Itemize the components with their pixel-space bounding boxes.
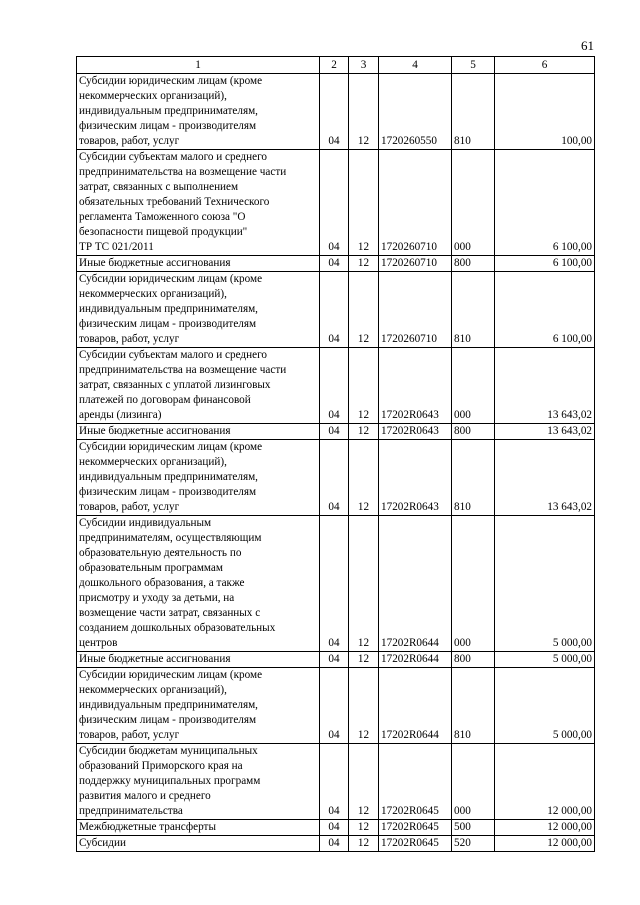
table-row (77, 820, 595, 836)
row-target-article-cell: 17202R0645 (379, 744, 452, 820)
row-target-article-cell: 1720260710 (379, 272, 452, 348)
row-name-cell: Субсидии юридическим лицам (кроме некоммерческих организаций), индивидуальным предпринимателям, физическим лицам - производителям товаров, работ, услуг (77, 74, 320, 150)
header-cell-6: 6 (495, 57, 595, 74)
row-expense-type-cell: 810 (452, 440, 495, 516)
row-amount-cell: 5 000,00 (495, 652, 595, 668)
row-target-article-cell: 1720260710 (379, 150, 452, 256)
row-subsection-cell: 12 (349, 74, 379, 150)
row-subsection-cell: 12 (349, 836, 379, 852)
table-row (77, 744, 595, 820)
row-target-article-cell: 17202R0645 (379, 820, 452, 836)
table-row (77, 424, 595, 440)
row-subsection-cell: 12 (349, 668, 379, 744)
row-section-cell: 04 (320, 820, 349, 836)
row-expense-type-cell: 520 (452, 836, 495, 852)
row-subsection-cell: 12 (349, 348, 379, 424)
row-amount-cell: 5 000,00 (495, 516, 595, 652)
row-amount-cell: 13 643,02 (495, 424, 595, 440)
budget-table (76, 56, 595, 852)
table-row (77, 150, 595, 256)
row-amount-cell: 12 000,00 (495, 820, 595, 836)
table-row (77, 652, 595, 668)
page-number: 61 (581, 38, 594, 53)
row-subsection-cell: 12 (349, 652, 379, 668)
row-section-cell: 04 (320, 516, 349, 652)
row-target-article-cell: 17202R0643 (379, 440, 452, 516)
row-expense-type-cell: 000 (452, 348, 495, 424)
row-section-cell: 04 (320, 256, 349, 272)
table-row (77, 668, 595, 744)
row-expense-type-cell: 800 (452, 256, 495, 272)
row-subsection-cell: 12 (349, 820, 379, 836)
row-name-cell: Субсидии юридическим лицам (кроме некоммерческих организаций), индивидуальным предпринимателям, физическим лицам - производителям товаров, работ, услуг (77, 668, 320, 744)
table-header (77, 57, 595, 74)
row-target-article-cell: 17202R0644 (379, 668, 452, 744)
row-name-cell: Субсидии субъектам малого и среднего предпринимательства на возмещение части затрат, связанных с выполнением обязательных требований Технического регламента Таможенного союза "О безопасности пищевой продукции" ТР ТС 021/2011 (77, 150, 320, 256)
table-row (77, 440, 595, 516)
row-name-cell: Субсидии бюджетам муниципальных образований Приморского края на поддержку муниципальных программ развития малого и среднего предпринимательства (77, 744, 320, 820)
row-amount-cell: 13 643,02 (495, 440, 595, 516)
table-row (77, 348, 595, 424)
row-expense-type-cell: 000 (452, 150, 495, 256)
row-section-cell: 04 (320, 150, 349, 256)
row-amount-cell: 100,00 (495, 74, 595, 150)
row-target-article-cell: 17202R0644 (379, 516, 452, 652)
row-amount-cell: 6 100,00 (495, 150, 595, 256)
row-name-cell: Иные бюджетные ассигнования (77, 256, 320, 272)
row-subsection-cell: 12 (349, 516, 379, 652)
table-row (77, 256, 595, 272)
row-amount-cell: 12 000,00 (495, 836, 595, 852)
row-name-cell: Субсидии (77, 836, 320, 852)
table-row (77, 74, 595, 150)
row-amount-cell: 6 100,00 (495, 256, 595, 272)
row-expense-type-cell: 810 (452, 272, 495, 348)
row-target-article-cell: 1720260550 (379, 74, 452, 150)
table-row (77, 272, 595, 348)
row-subsection-cell: 12 (349, 440, 379, 516)
row-name-cell: Субсидии юридическим лицам (кроме некоммерческих организаций), индивидуальным предпринимателям, физическим лицам - производителям товаров, работ, услуг (77, 440, 320, 516)
row-section-cell: 04 (320, 348, 349, 424)
row-name-cell: Субсидии юридическим лицам (кроме некоммерческих организаций), индивидуальным предпринимателям, физическим лицам - производителям товаров, работ, услуг (77, 272, 320, 348)
row-expense-type-cell: 000 (452, 744, 495, 820)
row-amount-cell: 12 000,00 (495, 744, 595, 820)
row-expense-type-cell: 800 (452, 652, 495, 668)
row-name-cell: Субсидии индивидуальным предпринимателям, осуществляющим образовательную деятельность по образовательным программам дошкольного образования, а также присмотру и уходу за детьми, на возмещение части затрат, связанных с созданием дошкольных образовательных центров (77, 516, 320, 652)
row-subsection-cell: 12 (349, 256, 379, 272)
header-cell-1: 1 (77, 57, 320, 74)
row-name-cell: Иные бюджетные ассигнования (77, 652, 320, 668)
row-name-cell: Межбюджетные трансферты (77, 820, 320, 836)
row-amount-cell: 6 100,00 (495, 272, 595, 348)
header-row (77, 57, 595, 74)
row-expense-type-cell: 810 (452, 668, 495, 744)
row-expense-type-cell: 810 (452, 74, 495, 150)
row-subsection-cell: 12 (349, 744, 379, 820)
row-subsection-cell: 12 (349, 150, 379, 256)
row-section-cell: 04 (320, 668, 349, 744)
row-section-cell: 04 (320, 440, 349, 516)
row-section-cell: 04 (320, 744, 349, 820)
row-target-article-cell: 17202R0643 (379, 424, 452, 440)
row-section-cell: 04 (320, 652, 349, 668)
header-cell-3: 3 (349, 57, 379, 74)
row-target-article-cell: 17202R0644 (379, 652, 452, 668)
table-row (77, 836, 595, 852)
row-target-article-cell: 17202R0645 (379, 836, 452, 852)
row-name-cell: Субсидии субъектам малого и среднего предпринимательства на возмещение части затрат, связанных с уплатой лизинговых платежей по договорам финансовой аренды (лизинга) (77, 348, 320, 424)
row-expense-type-cell: 800 (452, 424, 495, 440)
header-cell-4: 4 (379, 57, 452, 74)
row-target-article-cell: 1720260710 (379, 256, 452, 272)
row-subsection-cell: 12 (349, 272, 379, 348)
row-name-cell: Иные бюджетные ассигнования (77, 424, 320, 440)
row-expense-type-cell: 500 (452, 820, 495, 836)
row-section-cell: 04 (320, 424, 349, 440)
header-cell-2: 2 (320, 57, 349, 74)
header-cell-5: 5 (452, 57, 495, 74)
row-amount-cell: 13 643,02 (495, 348, 595, 424)
table-body (77, 74, 595, 852)
row-subsection-cell: 12 (349, 424, 379, 440)
row-target-article-cell: 17202R0643 (379, 348, 452, 424)
row-amount-cell: 5 000,00 (495, 668, 595, 744)
table-row (77, 516, 595, 652)
row-section-cell: 04 (320, 74, 349, 150)
row-section-cell: 04 (320, 836, 349, 852)
row-section-cell: 04 (320, 272, 349, 348)
row-expense-type-cell: 000 (452, 516, 495, 652)
